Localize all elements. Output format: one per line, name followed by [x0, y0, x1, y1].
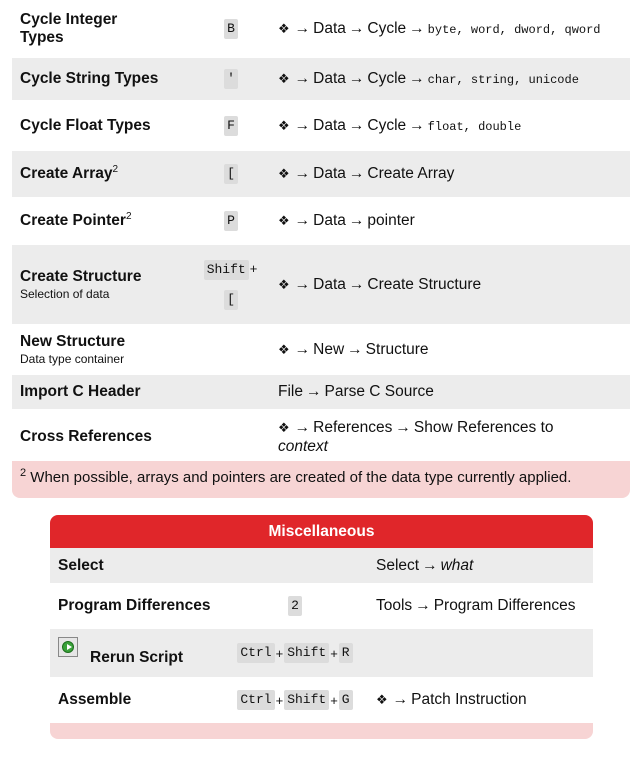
section-footer — [50, 723, 593, 739]
table-row: Rerun Script Ctrl + Shift + R — [50, 629, 593, 677]
key-cap: R — [339, 643, 353, 663]
action-name: Create Pointer$^2$ — [20, 210, 132, 229]
table-row: Select Select → what — [50, 548, 593, 583]
key-cap: G — [339, 690, 353, 710]
action-name: Cycle Integer Types — [20, 11, 118, 46]
key-cap: Shift — [284, 643, 329, 663]
action-description: Data type container — [20, 352, 125, 366]
key-cap: Ctrl — [237, 643, 274, 663]
table-row: New Structure Data type container ❖ → New → Structure — [20, 333, 429, 366]
section-title: Miscellaneous — [50, 515, 593, 548]
footnote-marker: 2 — [125, 210, 132, 222]
context-menu-icon: ❖ — [278, 71, 290, 86]
context-menu-icon: ❖ — [278, 276, 290, 292]
table-row: Cycle String Types ' ❖ → Data → Cycle → char, string, unicode — [12, 58, 630, 100]
key-cap: Shift — [204, 260, 249, 280]
table-row: Create Array$^2$ [ ❖ → Data → Create Array — [12, 151, 630, 197]
action-name: Import C Header — [20, 383, 141, 400]
key-cap: P — [224, 211, 238, 231]
action-name: Cycle Float Types — [20, 116, 151, 134]
rerun-script-icon — [58, 637, 78, 657]
table-row: Assemble Ctrl + Shift + G ❖ → Patch Instruction — [50, 677, 593, 723]
key-cap: 2 — [288, 596, 302, 616]
table-row: Cross References ❖ → References → Show References to context — [20, 418, 554, 455]
action-name: Select — [58, 556, 104, 574]
context-menu-icon: ❖ — [278, 117, 290, 133]
table-row: Cycle Float Types F ❖ → Data → Cycle → float, double — [20, 116, 522, 134]
table-row: Create Pointer$^2$ P ❖ → Data → pointer — [20, 210, 415, 229]
miscellaneous-table — [50, 515, 593, 739]
type-list: float, double — [427, 119, 522, 134]
footnote-text: When possible, arrays and pointers are created of the data type currently applied. — [26, 469, 572, 486]
table-row: Import C Header File → Parse C Source — [12, 375, 630, 409]
action-name: Create Structure — [20, 268, 142, 285]
footnote-marker: 2 — [20, 467, 27, 479]
context-menu-icon: ❖ — [278, 213, 290, 228]
key-cap: F — [224, 116, 238, 136]
key-cap: ' — [224, 69, 238, 89]
action-name: New Structure — [20, 333, 126, 350]
key-cap: Ctrl — [237, 690, 274, 710]
menu-file: File — [278, 383, 303, 400]
context-menu-icon: ❖ — [278, 21, 290, 36]
table-row: Cycle Integer Types B ❖ → Data → Cycle → byte, word, dword, qword — [20, 11, 601, 46]
action-name: Cycle String Types — [20, 70, 159, 87]
action-name: Cross References — [20, 427, 152, 445]
action-name: Create Array$^2$ — [20, 163, 119, 182]
action-name: Rerun Script — [90, 649, 184, 666]
table-row: Program Differences 2 Tools → Program Differences — [50, 583, 593, 629]
action-description: Selection of data — [20, 287, 110, 301]
action-name: Program Differences — [58, 597, 211, 614]
type-list: byte, word, dword, qword — [427, 23, 601, 37]
context-menu-icon: ❖ — [278, 341, 290, 357]
action-name: Assemble — [58, 691, 132, 708]
footnote — [12, 461, 630, 498]
key-cap: [ — [224, 290, 238, 310]
context-menu-icon: ❖ — [278, 166, 290, 181]
type-list: char, string, unicode — [427, 73, 579, 87]
key-cap: [ — [224, 164, 238, 184]
key-cap: B — [224, 19, 238, 39]
data-shortcuts-table — [12, 0, 630, 464]
key-cap: Shift — [284, 690, 329, 710]
context-menu-icon: ❖ — [278, 419, 290, 435]
context-menu-icon: ❖ — [376, 692, 388, 707]
table-row: Create Structure Selection of data Shift + [ ❖ → Data → Create Structure — [12, 245, 630, 324]
context-placeholder: context — [278, 437, 328, 455]
footnote-marker: 2 — [112, 163, 119, 175]
